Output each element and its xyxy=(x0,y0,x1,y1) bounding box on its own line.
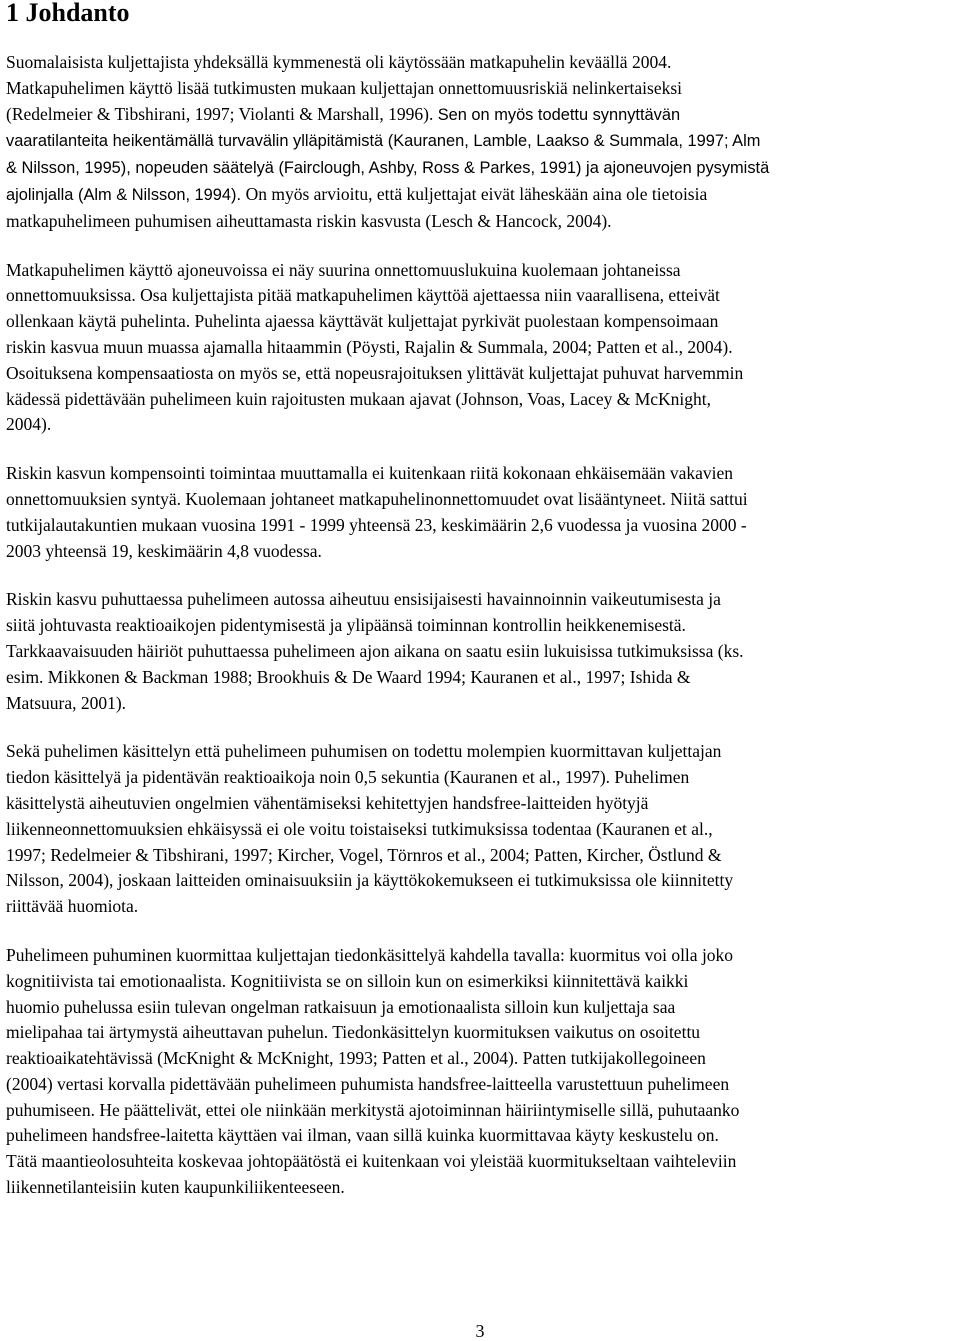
paragraph-handsfree xyxy=(6,739,956,920)
paragraph-run: Sen on myös todettu synnyttävän vaaratilanteita heikentämällä turvavälin ylläpitämistä (Kauranen, Lamble, Laakso & Summala, 1997; Alm & Nilsson, 1995), nopeuden säätelyä (Fairclough, Ashby, Ross & Parkes, 1991) ja ajoneuvojen pysymistä ajolinjalla (Alm & Nilsson, 1994). xyxy=(6,105,770,204)
page-number: 3 xyxy=(475,1321,485,1341)
paragraph-accident-statistics xyxy=(6,461,956,564)
paragraph-run: Riskin kasvun kompensointi toimintaa muuttamalla ei kuitenkaan riitä kokonaan ehkäisemään vakavien onnettomuuksien syntyä. Kuolemaan johtaneet matkapuhelinonnettomuudet ovat lisääntyneet. Niitä sattui tutkijalautakuntien mukaan vuosina 1991 - 1999 yhteensä 23, keskimäärin 2,6 vuodessa ja vuosina 2000 - 2003 yhteensä 19, keskimäärin 4,8 vuodessa. xyxy=(6,463,748,561)
paragraph-cognitive-load xyxy=(6,943,956,1201)
paragraph-run: Suomalaisista kuljettajista yhdeksällä kymmenestä oli käytössään matkapuhelin keväällä 2004. Matkapuhelimen käyttö lisää tutkimusten mukaan kuljettajan onnettomuusriskiä nelinkertaiseksi (Redelmeier & Tibshirani, 1997; Violanti & Marshall, 1996). xyxy=(6,52,683,124)
paragraph-run: Riskin kasvu puhuttaessa puhelimeen autossa aiheutuu ensisijaisesti havainnoinnin vaikeutumisesta ja siitä johtuvasta reaktioaikojen pidentymisestä ja ylipäänsä toiminnan kontrollin heikkenemisestä. Tarkkaavaisuuden häiriöt puhuttaessa puhelimeen ajon aikana on saatu esiin lukuisissa tutkimuksissa (ks. esim. Mikkonen & Backman 1988; Brookhuis & De Waard 1994; Kauranen et al., 1997; Ishida & Matsuura, 2001). xyxy=(6,589,744,713)
document-page xyxy=(6,0,956,1201)
paragraph-run: On myös arvioitu, että kuljettajat eivät läheskään aina ole tietoisia matkapuhelimeen puhumisen aiheuttamasta riskin kasvusta (Lesch & Hancock, 2004). xyxy=(6,183,708,231)
paragraph-run: Puhelimeen puhuminen kuormittaa kuljettajan tiedonkäsittelyä kahdella tavalla: kuormitus voi olla joko kognitiivista tai emotionaalista. Kognitiivista se on silloin kun on esimerkiksi kiinnitettävä kaikki huomio puhelussa esiin tulevan ongelman ratkaisuun ja emotionaalista silloin kun kuljettaja saa mielipahaa tai ärtymystä aiheuttavan puhelun. Tiedonkäsittelyn kuormituksen vaikutus on osoitettu reaktioaikatehtävissä (McKnight & McKnight, 1993; Patten et al., 2004). Patten tutkijakollegoineen (2004) vertasi korvalla pidettävään puhelimeen puhumista handsfree-laitteella varustettuun puhelimeen puhumiseen. He päättelivät, ettei ole niinkään merkitystä ajotoiminnan häiriintymiselle sillä, puhutaanko puhelimeen handsfree-laitetta käyttäen vai ilman, vaan sillä kuinka kuormittavaa käyty keskustelu on. Tätä maantieolosuhteita koskevaa johtopäätöstä ei kuitenkaan voi yleistää kuormitukseltaan vaihteleviin liikennetilanteisiin kuten kaupunkiliikenteeseen. xyxy=(6,944,740,1198)
paragraph-intro-risk xyxy=(6,50,956,235)
paragraph-perception xyxy=(6,587,956,716)
section-heading: 1 Johdanto xyxy=(6,0,130,27)
paragraph-run: Matkapuhelimen käyttö ajoneuvoissa ei näy suurina onnettomuuslukuina kuolemaan johtaneissa onnettomuuksissa. Osa kuljettajista pitää matkapuhelimen käyttöä ajettaessa niin vaarallisena, etteivät ollenkaan käytä puhelinta. Puhelinta ajaessa käyttävät kuljettajat pyrkivät puolestaan kompensoimaan riskin kasvua muun muassa ajamalla hitaammin (Pöysti, Rajalin & Summala, 2004; Patten et al., 2004). Osoituksena kompensaatiosta on myös se, että nopeusrajoituksen ylittävät kuljettajat puhuvat harvemmin kädessä pidettävään puhelimeen kuin rajoitusten mukaan ajavat (Johnson, Voas, Lacey & McKnight, 2004). xyxy=(6,259,744,435)
paragraph-compensation xyxy=(6,258,956,439)
paragraph-run: Sekä puhelimen käsittelyn että puhelimeen puhumisen on todettu molempien kuormittavan kuljettajan tiedon käsittelyä ja pidentävän reaktioaikoja noin 0,5 sekuntia (Kauranen et al., 1997). Puhelimen käsittelystä aiheutuvien ongelmien vähentämiseksi kehitettyjen handsfree-laitteiden hyötyjä liikenneonnettomuuksien ehkäisyssä ei ole voitu toistaiseksi tutkimuksissa todentaa (Kauranen et al., 1997; Redelmeier & Tibshirani, 1997; Kircher, Vogel, Törnros et al., 2004; Patten, Kircher, Östlund & Nilsson, 2004), joskaan laitteiden ominaisuuksiin ja käyttökokemukseen ei tutkimuksissa ole kiinnitetty riittävää huomiota. xyxy=(6,741,734,917)
